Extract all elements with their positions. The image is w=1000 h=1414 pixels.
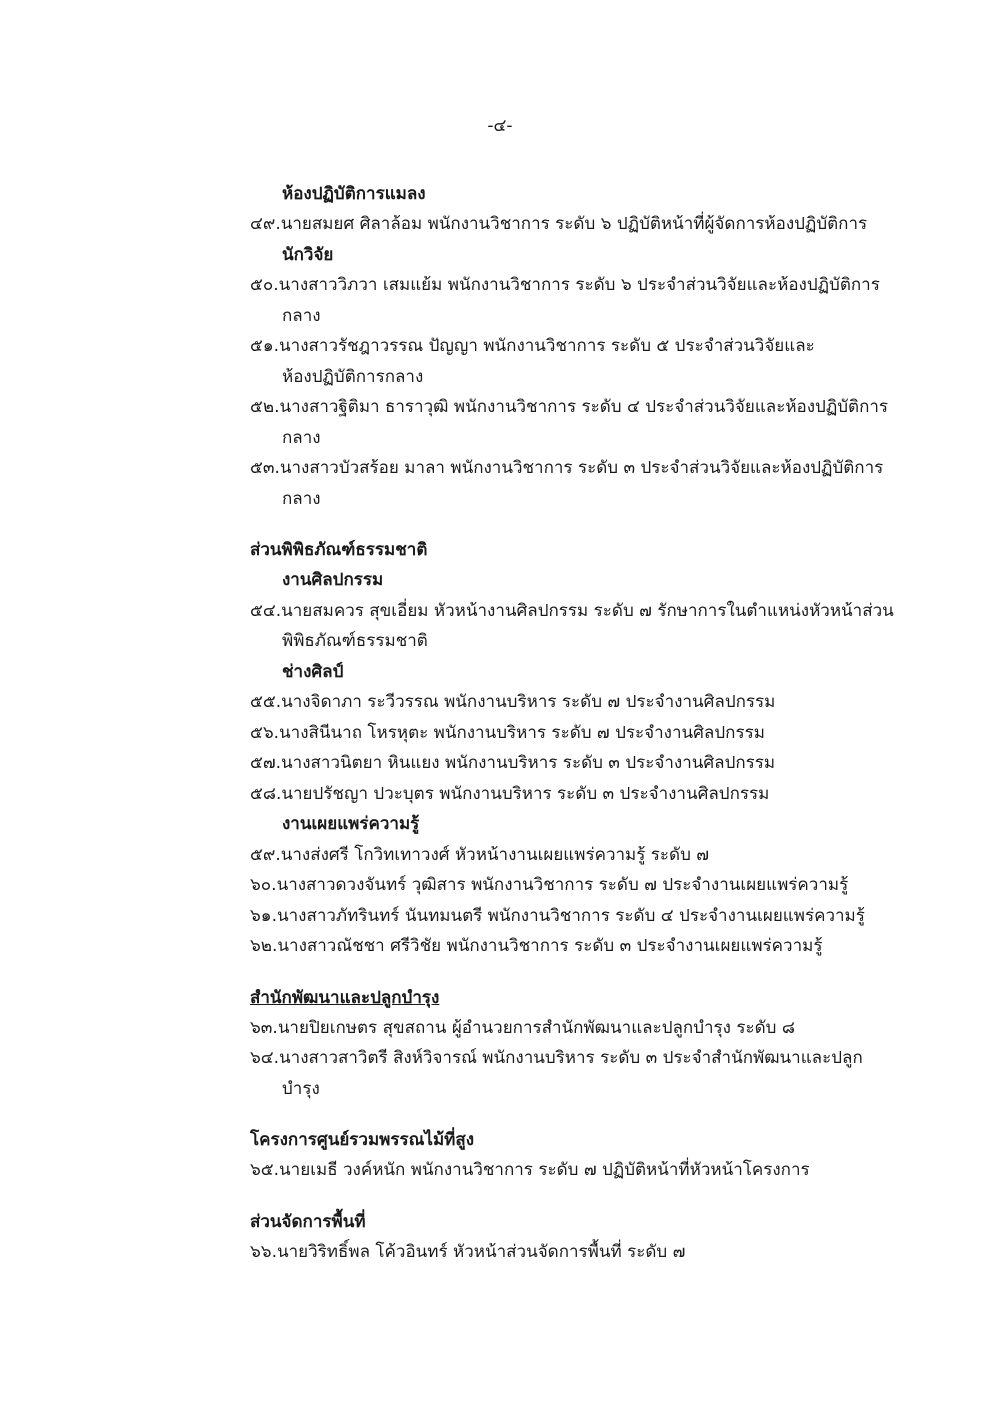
subheading-artisan: ช่างศิลป์ (282, 662, 344, 682)
list-item: ๕๐.นางสาววิภวา เสมแย้ม พนักงานวิชาการ ระดับ ๖ ประจำส่วนวิจัยและห้องปฏิบัติการ (250, 275, 880, 295)
list-item-continuation: กลาง (282, 489, 321, 509)
subheading-art-work: งานศิลปกรรม (282, 570, 384, 590)
subheading-researcher: นักวิจัย (282, 245, 334, 265)
list-item-continuation: ห้องปฏิบัติการกลาง (282, 367, 424, 387)
list-item: ๕๙.นางส่งศรี โกวิทเทาวงศ์ หัวหน้างานเผยแพร่ความรู้ ระดับ ๗ (250, 845, 710, 865)
section-heading-highland-plant-center: โครงการศูนย์รวมพรรณไม้ที่สูง (250, 1130, 475, 1150)
list-item-continuation: บำรุง (282, 1079, 320, 1099)
section-heading-development-office: สำนักพัฒนาและปลูกบำรุง (250, 988, 440, 1008)
list-item: ๔๙.นายสมยศ ศิลาล้อม พนักงานวิชาการ ระดับ ๖ ปฏิบัติหน้าที่ผู้จัดการห้องปฏิบัติการ (250, 214, 868, 234)
list-item: ๖๕.นายเมธี วงค์หนัก พนักงานวิชาการ ระดับ ๗ ปฏิบัติหน้าที่หัวหน้าโครงการ (250, 1160, 810, 1180)
list-item: ๖๖.นายวิริทธิ์พล โค้วอินทร์ หัวหน้าส่วนจัดการพื้นที่ ระดับ ๗ (250, 1242, 686, 1262)
list-item: ๕๒.นางสาวฐิติมา ธาราวุฒิ พนักงานวิชาการ ระดับ ๔ ประจำส่วนวิจัยและห้องปฏิบัติการ (250, 397, 889, 417)
list-item: ๖๒.นางสาวณัชชา ศรีวิชัย พนักงานวิชาการ ระดับ ๓ ประจำงานเผยแพร่ความรู้ (250, 936, 823, 956)
list-item-continuation: กลาง (282, 306, 321, 326)
list-item: ๖๔.นางสาวสาวิตรี สิงห์วิจารณ์ พนักงานบริหาร ระดับ ๓ ประจำสำนักพัฒนาและปลูก (250, 1048, 863, 1068)
section-heading-natural-museum: ส่วนพิพิธภัณฑ์ธรรมชาติ (250, 540, 428, 560)
subheading-knowledge-dissemination: งานเผยแพร่ความรู้ (282, 814, 420, 834)
section-heading-area-management: ส่วนจัดการพื้นที่ (250, 1212, 366, 1232)
subheading-insect-lab: ห้องปฏิบัติการแมลง (282, 184, 426, 204)
list-item-continuation: พิพิธภัณฑ์ธรรมชาติ (282, 631, 428, 651)
list-item: ๕๘.นายปรัชญา ปวะบุตร พนักงานบริหาร ระดับ ๓ ประจำงานศิลปกรรม (250, 784, 770, 804)
list-item: ๕๑.นางสาวรัชฎาวรรณ ปัญญา พนักงานวิชาการ ระดับ ๕ ประจำส่วนวิจัยและ (250, 336, 815, 356)
list-item: ๕๕.นางจิดาภา ระวีวรรณ พนักงานบริหาร ระดับ ๗ ประจำงานศิลปกรรม (250, 692, 776, 712)
list-item: ๖๑.นางสาวภัทรินทร์ นันทมนตรี พนักงานวิชาการ ระดับ ๔ ประจำงานเผยแพร่ความรู้ (250, 906, 865, 926)
list-item: ๕๔.นายสมควร สุขเอี่ยม หัวหน้างานศิลปกรรม ระดับ ๗ รักษาการในตำแหน่งหัวหน้าส่วน (250, 601, 894, 621)
list-item: ๕๗.นางสาวนิตยา หินแยง พนักงานบริหาร ระดับ ๓ ประจำงานศิลปกรรม (250, 753, 776, 773)
page-number: -๔- (487, 116, 513, 136)
list-item-continuation: กลาง (282, 428, 321, 448)
list-item: ๕๓.นางสาวบัวสร้อย มาลา พนักงานวิชาการ ระดับ ๓ ประจำส่วนวิจัยและห้องปฏิบัติการ (250, 458, 884, 478)
list-item: ๖๓.นายปิยเกษตร สุขสถาน ผู้อำนวยการสำนักพัฒนาและปลูกบำรุง ระดับ ๘ (250, 1018, 795, 1038)
list-item: ๖๐.นางสาวดวงจันทร์ วุฒิสาร พนักงานวิชาการ ระดับ ๗ ประจำงานเผยแพร่ความรู้ (250, 875, 849, 895)
list-item: ๕๖.นางสินีนาถ โหรหุตะ พนักงานบริหาร ระดับ ๗ ประจำงานศิลปกรรม (250, 723, 765, 743)
